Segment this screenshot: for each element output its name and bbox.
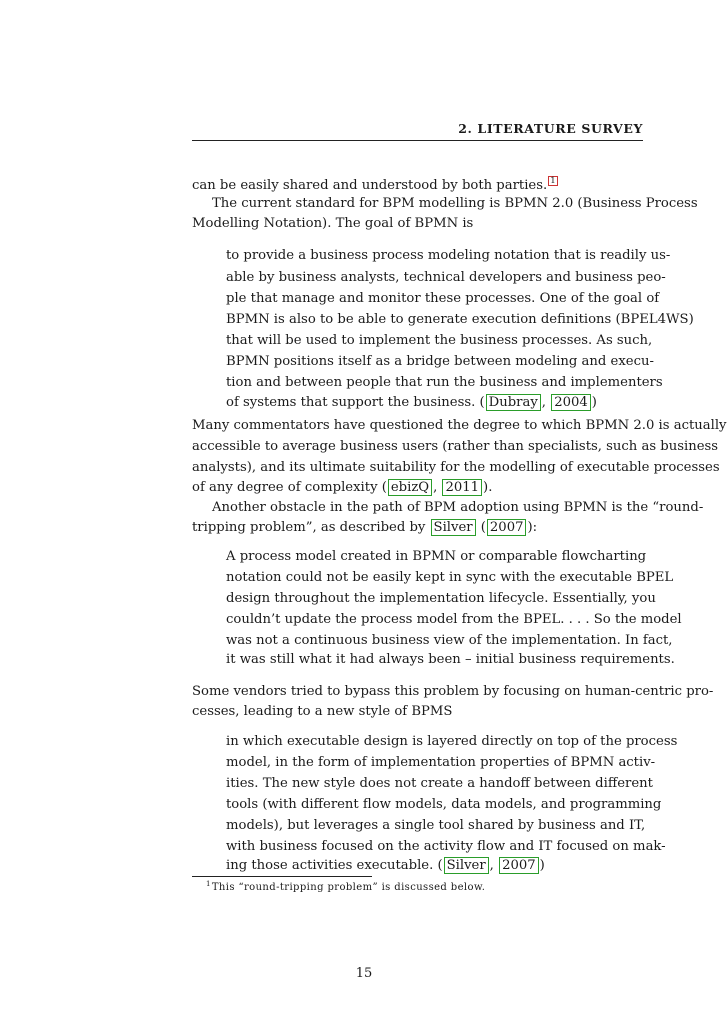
quote2-line: was not a continuous business view of the implementation. In fact, [226, 633, 673, 648]
p1-text: can be easily shared and understood by both parties. [192, 178, 548, 193]
p4-line-1: Another obstacle in the path of BPM adoption using BPMN is the “round- [212, 500, 704, 515]
p2-line-2: Modelling Notation). The goal of BPMN is [192, 216, 474, 231]
citation-link[interactable] [444, 857, 489, 874]
quote1-line: BPMN is also to be able to generate execution definitions (BPEL4WS) [226, 312, 694, 327]
quote2-line: A process model created in BPMN or comparable flowcharting [226, 549, 647, 564]
quote2-line: design throughout the implementation lifecycle. Essentially, you [226, 591, 656, 606]
footnote-text: This “round-tripping problem” is discussed below. [211, 882, 486, 893]
quote3-last-line [226, 857, 610, 874]
citation-open: ( [476, 520, 486, 535]
p4-line-2 [192, 519, 643, 536]
citation-sep: , [541, 395, 551, 410]
quote3-line: model, in the form of implementation properties of BPMN activ- [226, 755, 656, 770]
citation-author: Silver [433, 520, 473, 535]
citation-sep: , [433, 480, 442, 495]
citation-author: Dubray [488, 395, 538, 410]
citation-close: ). [483, 480, 493, 495]
citation-link[interactable] [431, 519, 476, 536]
paragraph-1 [192, 176, 643, 194]
footnote-ref[interactable]: 1 [550, 176, 556, 186]
footnote-rule [192, 876, 372, 877]
citation-year: 2011 [445, 480, 480, 495]
citation-link[interactable] [388, 479, 432, 496]
citation-link[interactable] [486, 394, 541, 411]
quote2-line: notation could not be easily kept in sync with the executable BPEL [226, 570, 674, 585]
quote1-last-text: of systems that support the business. ( [226, 395, 485, 410]
quote2-line: couldn’t update the process model from the BPEL. . . . So the model [226, 612, 682, 627]
citation-close: ) [591, 395, 597, 410]
citation-year-link[interactable] [551, 394, 591, 411]
running-head: 2. LITERATURE SURVEY [458, 121, 643, 136]
footnote-mark: 1 [206, 880, 211, 888]
p5-line: cesses, leading to a new style of BPMS [192, 704, 453, 719]
citation-year: 2007 [502, 858, 536, 873]
p4-text: tripping problem”, as described by [192, 520, 430, 535]
quote1-line: tion and between people that run the business and implementers [226, 375, 663, 390]
quote2-line: it was still what it had always been – initial business requirements. [226, 652, 675, 667]
citation-year: 2004 [554, 395, 588, 410]
citation-close: ): [527, 520, 538, 535]
p3-line: accessible to average business users (rather than specialists, such as business [192, 439, 719, 454]
quote1-line: ple that manage and monitor these processes. One of the goal of [226, 291, 660, 306]
quote3-line: models), but leverages a single tool shared by business and IT, [226, 818, 646, 833]
p3-last-text: of any degree of complexity ( [192, 480, 387, 495]
quote1-line: BPMN positions itself as a bridge between modeling and execu- [226, 354, 654, 369]
quote3-line: tools (with different flow models, data models, and programming [226, 797, 662, 812]
p3-line: analysts), and its ultimate suitability for the modelling of executable processes [192, 460, 720, 475]
quote1-last-line [226, 394, 610, 411]
quote3-line: ities. The new style does not create a handoff between different [226, 776, 653, 791]
p3-line: Many commentators have questioned the degree to which BPMN 2.0 is actually [192, 418, 727, 433]
quote3-line: in which executable design is layered directly on top of the process [226, 734, 678, 749]
citation-author: Silver [446, 858, 486, 873]
citation-year-link[interactable] [487, 519, 527, 536]
citation-year: 2007 [489, 520, 524, 535]
citation-author: ebizQ [390, 480, 430, 495]
footnote [206, 880, 485, 893]
quote1-line: to provide a business process modeling notation that is readily us- [226, 248, 671, 263]
citation-close: ) [539, 858, 545, 873]
citation-year-link[interactable] [499, 857, 539, 874]
quote1-line: able by business analysts, technical developers and business peo- [226, 270, 666, 285]
citation-sep: , [489, 858, 499, 873]
quote1-line: that will be used to implement the business processes. As such, [226, 333, 653, 348]
header-rule [192, 140, 643, 141]
p5-line: Some vendors tried to bypass this problem by focusing on human-centric pro- [192, 684, 714, 699]
quote3-last-text: ing those activities executable. ( [226, 858, 443, 873]
page-number: 15 [355, 966, 373, 981]
quote3-line: with business focused on the activity flow and IT focused on mak- [226, 839, 666, 854]
citation-year-link[interactable] [442, 479, 482, 496]
p3-last-line [192, 479, 643, 496]
p2-line-1: The current standard for BPM modelling is BPMN 2.0 (Business Process [212, 196, 698, 211]
